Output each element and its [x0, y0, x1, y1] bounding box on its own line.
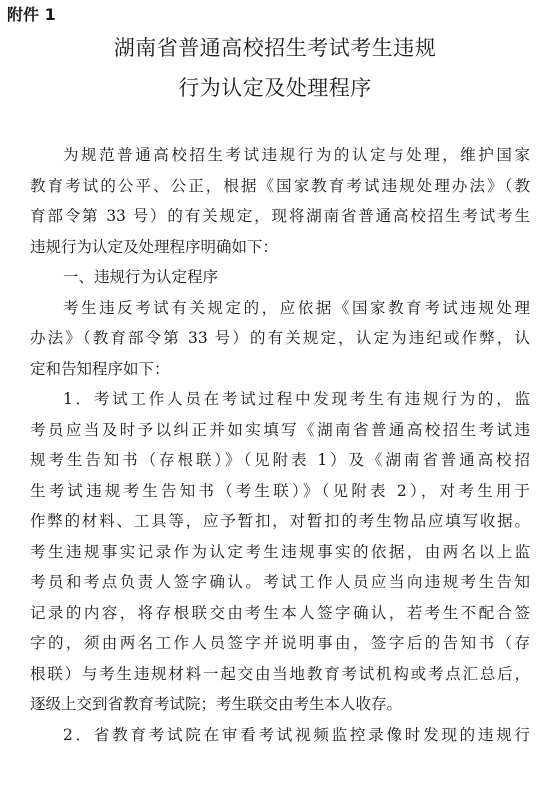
body-line: 考生违规事实记录作为认定考生违规事实的依据，由两名以上监: [30, 542, 530, 561]
body-line: 办法》（教育部令第 33 号）的有关规定，认定为违纪或作弊，认: [30, 329, 530, 347]
body-line: 考员应当及时予以纠正并如实填写《湖南省普通高校招生考试违: [30, 420, 530, 439]
document-body: [30, 140, 530, 750]
attachment-label: 附件 1: [7, 5, 56, 24]
document-title-line-1: 湖南省普通高校招生考试考生违规: [113, 36, 437, 60]
body-line: 为规范普通高校招生考试违规行为的认定与处理，维护国家: [63, 146, 530, 164]
body-line: 根联）与考生违规材料一起交由当地教育考试机构或考点汇总后，: [30, 664, 530, 683]
body-line: 记录的内容，将存根联交由考生本人签字确认，若考生不配合签: [30, 603, 530, 622]
body-line: 一、违规行为认定程序: [63, 268, 219, 286]
body-line: 2．省教育考试院在审看考试视频监控录像时发现的违规行: [63, 725, 530, 744]
body-line: 定和告知程序如下：: [30, 359, 170, 378]
body-line: 教育考试的公平、公正，根据《国家教育考试违规处理办法》（教: [30, 176, 530, 195]
body-line: 作弊的材料、工具等，应予暂扣，对暂扣的考生物品应填写收据。: [30, 512, 530, 530]
body-line: 考员和考点负责人签字确认。考试工作人员应当向违规考生告知: [30, 573, 530, 591]
body-line: 规考生告知书（存根联）》（见附表 1）及《湖南省普通高校招: [30, 451, 530, 469]
body-line: 违规行为认定及处理程序明确如下：: [30, 237, 279, 256]
body-line: 育部令第 33 号）的有关规定，现将湖南省普通高校招生考试考生: [30, 207, 530, 225]
body-line: 字的，须由两名工作人员签字并说明事由，签字后的告知书（存: [30, 634, 530, 652]
body-line: 1．考试工作人员在考试过程中发现考生有违规行为的，监: [63, 390, 530, 408]
body-line: 考生违反考试有关规定的，应依据《国家教育考试违规处理: [63, 298, 530, 317]
body-line: 生考试违规考生告知书（考生联）》（见附表 2），对考生用于: [30, 481, 530, 500]
document-title-line-2: 行为认定及处理程序: [178, 76, 372, 100]
body-line: 逐级上交到省教育考试院；考生联交由考生本人收存。: [30, 695, 403, 713]
